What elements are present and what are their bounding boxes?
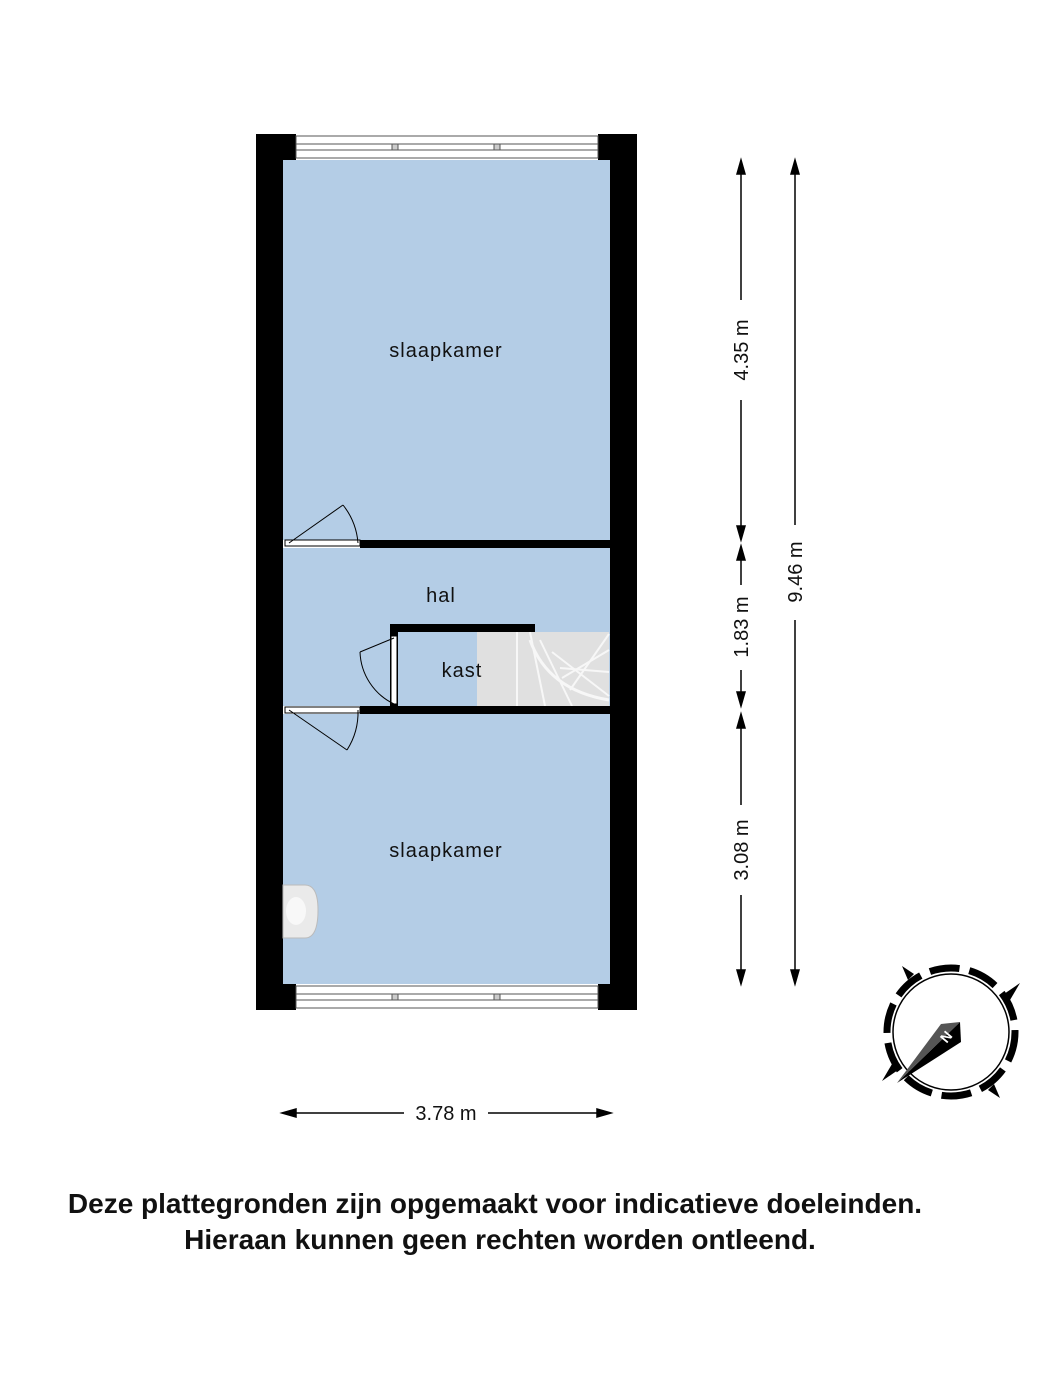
dim-label-bottom: 3.08 m xyxy=(731,819,753,881)
disclaimer-line-1: Deze plattegronden zijn opgemaakt voor indicatieve doeleinden. xyxy=(67,1188,923,1219)
sink-icon xyxy=(283,885,318,938)
window-top xyxy=(296,136,598,158)
compass-icon xyxy=(882,966,1020,1098)
label-bottom-bedroom: slaapkamer xyxy=(389,840,503,862)
disclaimer-line-2: Hieraan kunnen geen rechten worden ontleend. xyxy=(184,1224,816,1255)
dim-label-top: 4.35 m xyxy=(731,319,753,381)
label-top-bedroom: slaapkamer xyxy=(389,340,503,362)
dim-label-total-width: 3.78 m xyxy=(415,1103,477,1125)
dim-label-total-depth: 9.46 m xyxy=(785,541,807,603)
window-bottom xyxy=(296,986,598,1008)
staircase xyxy=(477,632,609,706)
label-closet: kast xyxy=(441,660,483,682)
dim-label-middle: 1.83 m xyxy=(731,596,753,658)
label-hall: hal xyxy=(426,585,456,607)
compass-north-letter: N xyxy=(936,1027,956,1046)
